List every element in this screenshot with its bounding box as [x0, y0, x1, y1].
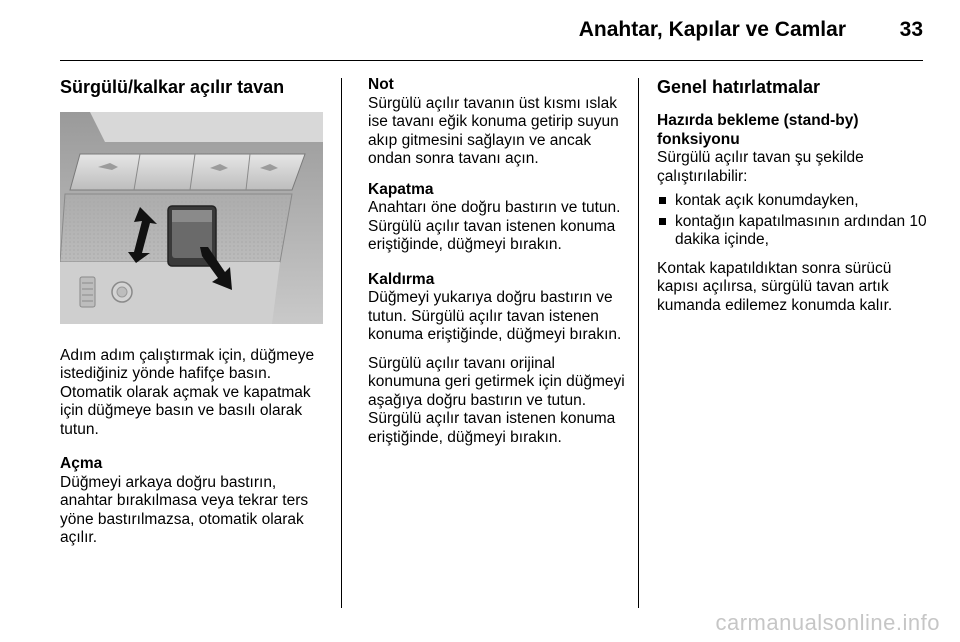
column-right	[657, 76, 927, 325]
standby-title: Hazırda bekleme (stand-by) fonksiyonu	[657, 112, 859, 148]
section-heading-general: Genel hatırlatmalar	[657, 77, 821, 97]
chapter-title: Anahtar, Kapılar ve Camlar	[578, 18, 846, 41]
subheading-open: Açma	[60, 455, 103, 472]
raise-paragraph-2: Sürgülü açılır tavanı orijinal konumuna geri getirmek için düğmeyi aşağıya doğru bastırın ve tutun. Sürgülü açılır tavan istenen konuma eriştiğinde, düğmeyi bırakın.	[368, 354, 625, 446]
bullet-icon	[659, 197, 666, 204]
bullet-icon	[659, 218, 666, 225]
standby-list	[657, 192, 927, 250]
page-header	[60, 0, 923, 61]
column-middle	[368, 76, 628, 457]
page-number: 33	[899, 18, 923, 41]
section-heading: Sürgülü/kalkar açılır tavan	[60, 77, 285, 97]
note-title: Not	[368, 76, 394, 93]
final-paragraph: Kontak kapatıldıktan sonra sürücü kapısı açılırsa, sürgülü tavan artık kumanda edilemez konumda kalır.	[657, 259, 893, 314]
intro-paragraph: Adım adım çalıştırmak için, düğmeye istediğiniz yönde hafifçe basın. Otomatik olarak açmak ve kapatmak için düğmeye basın ve basılı olarak tutun.	[60, 346, 315, 438]
watermark: carmanualsonline.info	[715, 610, 940, 635]
list-item: kontak açık konumdayken,	[657, 192, 927, 211]
open-paragraph: Düğmeyi arkaya doğru bastırın, anahtar bırakılmasa veya tekrar ters yöne bastırılmazsa, otomatik olarak açılır.	[60, 473, 309, 546]
column-divider	[341, 78, 342, 608]
standby-intro: Sürgülü açılır tavan şu şekilde çalıştırılabilir:	[657, 149, 864, 185]
raise-paragraph-1: Düğmeyi yukarıya doğru bastırın ve tutun. Sürgülü açılır tavan istenen konuma eriştiğinde, düğmeyi bırakın.	[368, 289, 622, 343]
column-left	[60, 76, 328, 558]
list-item: kontağın kapatılmasının ardından 10 dakika içinde,	[657, 213, 927, 250]
subheading-close: Kapatma	[368, 180, 434, 198]
sunroof-switch-illustration	[60, 112, 323, 324]
column-divider	[638, 78, 639, 608]
close-paragraph: Anahtarı öne doğru bastırın ve tutun. Sürgülü açılır tavan istenen konuma eriştiğinde, düğmeyi bırakın.	[368, 199, 621, 253]
subheading-raise: Kaldırma	[368, 270, 435, 288]
note-paragraph: Sürgülü açılır tavanın üst kısmı ıslak ise tavanı eğik konuma getirip suyun akıp gitmesini sağlayın ve ancak ondan sonra tavanı açın.	[368, 94, 619, 167]
